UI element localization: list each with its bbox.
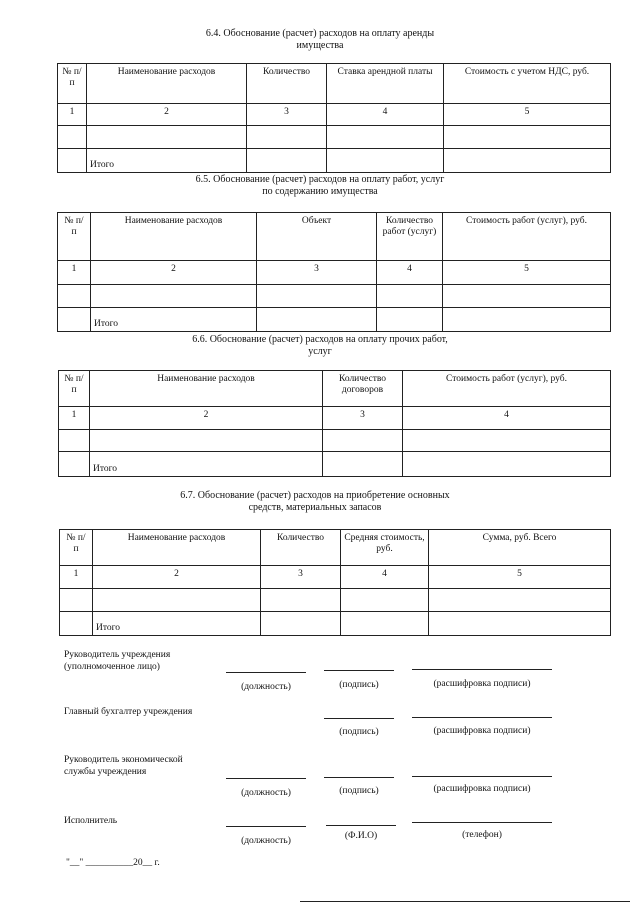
column-number-row xyxy=(58,104,611,126)
total-row xyxy=(58,308,611,332)
caption-decode: (расшифровка подписи) xyxy=(433,726,531,736)
total-row xyxy=(60,612,611,636)
header-cell: Количество xyxy=(261,530,341,566)
table-6-6 xyxy=(58,370,611,477)
fio-line[interactable] xyxy=(326,825,396,826)
table-header-row xyxy=(59,371,611,407)
phone-line[interactable] xyxy=(412,822,552,823)
caption-decode: (расшифровка подписи) xyxy=(433,679,531,689)
section-title-6-7 xyxy=(165,490,465,514)
column-number: 1 xyxy=(58,104,87,126)
signature-line[interactable] xyxy=(324,718,394,719)
position-signature-line[interactable] xyxy=(226,672,306,673)
signature-decode-line[interactable] xyxy=(412,776,552,777)
caption-fio: (Ф.И.О) xyxy=(344,831,378,841)
column-number-row xyxy=(58,261,611,285)
blank-row xyxy=(58,126,611,149)
header-cell: № п/п xyxy=(59,371,90,407)
header-cell: Ставка арендной платы xyxy=(327,64,444,104)
column-number: 3 xyxy=(257,261,377,285)
header-cell: Средняя стоимость, руб. xyxy=(341,530,429,566)
table-6-5 xyxy=(57,212,611,332)
executor-label: Исполнитель xyxy=(64,816,118,826)
column-number: 5 xyxy=(443,261,611,285)
label-line1: Руководитель экономической xyxy=(64,755,183,765)
blank-row xyxy=(58,285,611,308)
section-title-line2: средств, материальных запасов xyxy=(248,502,382,513)
section-title-line1: 6.5. Обоснование (расчет) расходов на оплату работ, услуг xyxy=(195,174,445,185)
header-cell: Сумма, руб. Всего xyxy=(429,530,611,566)
column-number: 1 xyxy=(58,261,91,285)
label-line2: службы учреждения xyxy=(64,767,147,777)
section-title-line1: 6.4. Обоснование (расчет) расходов на оплату аренды xyxy=(205,28,435,39)
column-number: 1 xyxy=(60,566,93,589)
column-number: 1 xyxy=(59,407,90,430)
header-cell: Количество договоров xyxy=(323,371,403,407)
section-title-6-6 xyxy=(180,334,460,358)
blank-row xyxy=(60,589,611,612)
column-number: 2 xyxy=(93,566,261,589)
column-number: 4 xyxy=(377,261,443,285)
date-line: "__" __________20__ г. xyxy=(66,858,160,868)
column-number: 3 xyxy=(247,104,327,126)
signature-decode-line[interactable] xyxy=(412,669,552,670)
header-cell: № п/ п xyxy=(58,213,91,261)
signature-line[interactable] xyxy=(324,777,394,778)
column-number: 2 xyxy=(91,261,257,285)
header-cell: Стоимость работ (услуг), руб. xyxy=(403,371,611,407)
section-title-6-4 xyxy=(180,28,460,52)
column-number: 4 xyxy=(403,407,611,430)
caption-signature: (подпись) xyxy=(339,786,379,796)
position-signature-line[interactable] xyxy=(226,778,306,779)
total-label: Итого xyxy=(90,452,323,477)
column-number: 2 xyxy=(87,104,247,126)
section-title-line1: 6.7. Обоснование (расчет) расходов на приобретение основных xyxy=(180,490,450,501)
signature-line[interactable] xyxy=(324,670,394,671)
total-label: Итого xyxy=(93,612,261,636)
table-6-7 xyxy=(59,529,611,636)
signature-decode-line[interactable] xyxy=(412,717,552,718)
header-cell: Стоимость с учетом НДС, руб. xyxy=(444,64,611,104)
footer-rule xyxy=(300,901,630,902)
position-line[interactable] xyxy=(226,826,306,827)
header-cell: Наименование расходов xyxy=(87,64,247,104)
section-title-line1: 6.6. Обоснование (расчет) расходов на оплату прочих работ, xyxy=(192,334,448,345)
column-number: 5 xyxy=(429,566,611,589)
header-cell: Наименование расходов xyxy=(90,371,323,407)
total-label: Итого xyxy=(91,308,257,332)
caption-signature: (подпись) xyxy=(339,680,379,690)
column-number: 4 xyxy=(341,566,429,589)
caption-position: (должность) xyxy=(241,788,291,798)
chief-accountant-label: Главный бухгалтер учреждения xyxy=(64,707,193,717)
column-number: 5 xyxy=(444,104,611,126)
table-header-row xyxy=(58,64,611,104)
table-header-row xyxy=(60,530,611,566)
column-number: 3 xyxy=(261,566,341,589)
header-cell: Количество xyxy=(247,64,327,104)
blank-row xyxy=(59,430,611,452)
column-number: 4 xyxy=(327,104,444,126)
header-cell: № п/ п xyxy=(60,530,93,566)
header-cell: Стоимость работ (услуг), руб. xyxy=(443,213,611,261)
table-header-row xyxy=(58,213,611,261)
header-cell: Объект xyxy=(257,213,377,261)
caption-decode: (расшифровка подписи) xyxy=(433,784,531,794)
head-of-institution-label xyxy=(64,649,170,673)
economic-service-head-label xyxy=(64,754,183,778)
header-cell: Количество работ (услуг) xyxy=(377,213,443,261)
header-cell: № п/п xyxy=(58,64,87,104)
caption-position: (должность) xyxy=(241,682,291,692)
section-title-line2: услуг xyxy=(308,346,332,357)
section-title-line2: имущества xyxy=(296,40,344,51)
total-label: Итого xyxy=(87,149,247,173)
column-number: 2 xyxy=(90,407,323,430)
column-number-row xyxy=(60,566,611,589)
section-title-line2: по содержанию имущества xyxy=(262,186,378,197)
label-line2: (уполномоченное лицо) xyxy=(64,662,160,672)
label-line1: Руководитель учреждения xyxy=(64,650,171,660)
caption-signature: (подпись) xyxy=(339,727,379,737)
caption-phone: (телефон) xyxy=(462,830,502,840)
header-cell: Наименование расходов xyxy=(93,530,261,566)
header-cell: Наименование расходов xyxy=(91,213,257,261)
section-title-6-5 xyxy=(180,174,460,198)
caption-position: (должность) xyxy=(241,836,291,846)
table-6-4 xyxy=(57,63,611,173)
column-number: 3 xyxy=(323,407,403,430)
column-number-row xyxy=(59,407,611,430)
total-row xyxy=(59,452,611,477)
total-row xyxy=(58,149,611,173)
